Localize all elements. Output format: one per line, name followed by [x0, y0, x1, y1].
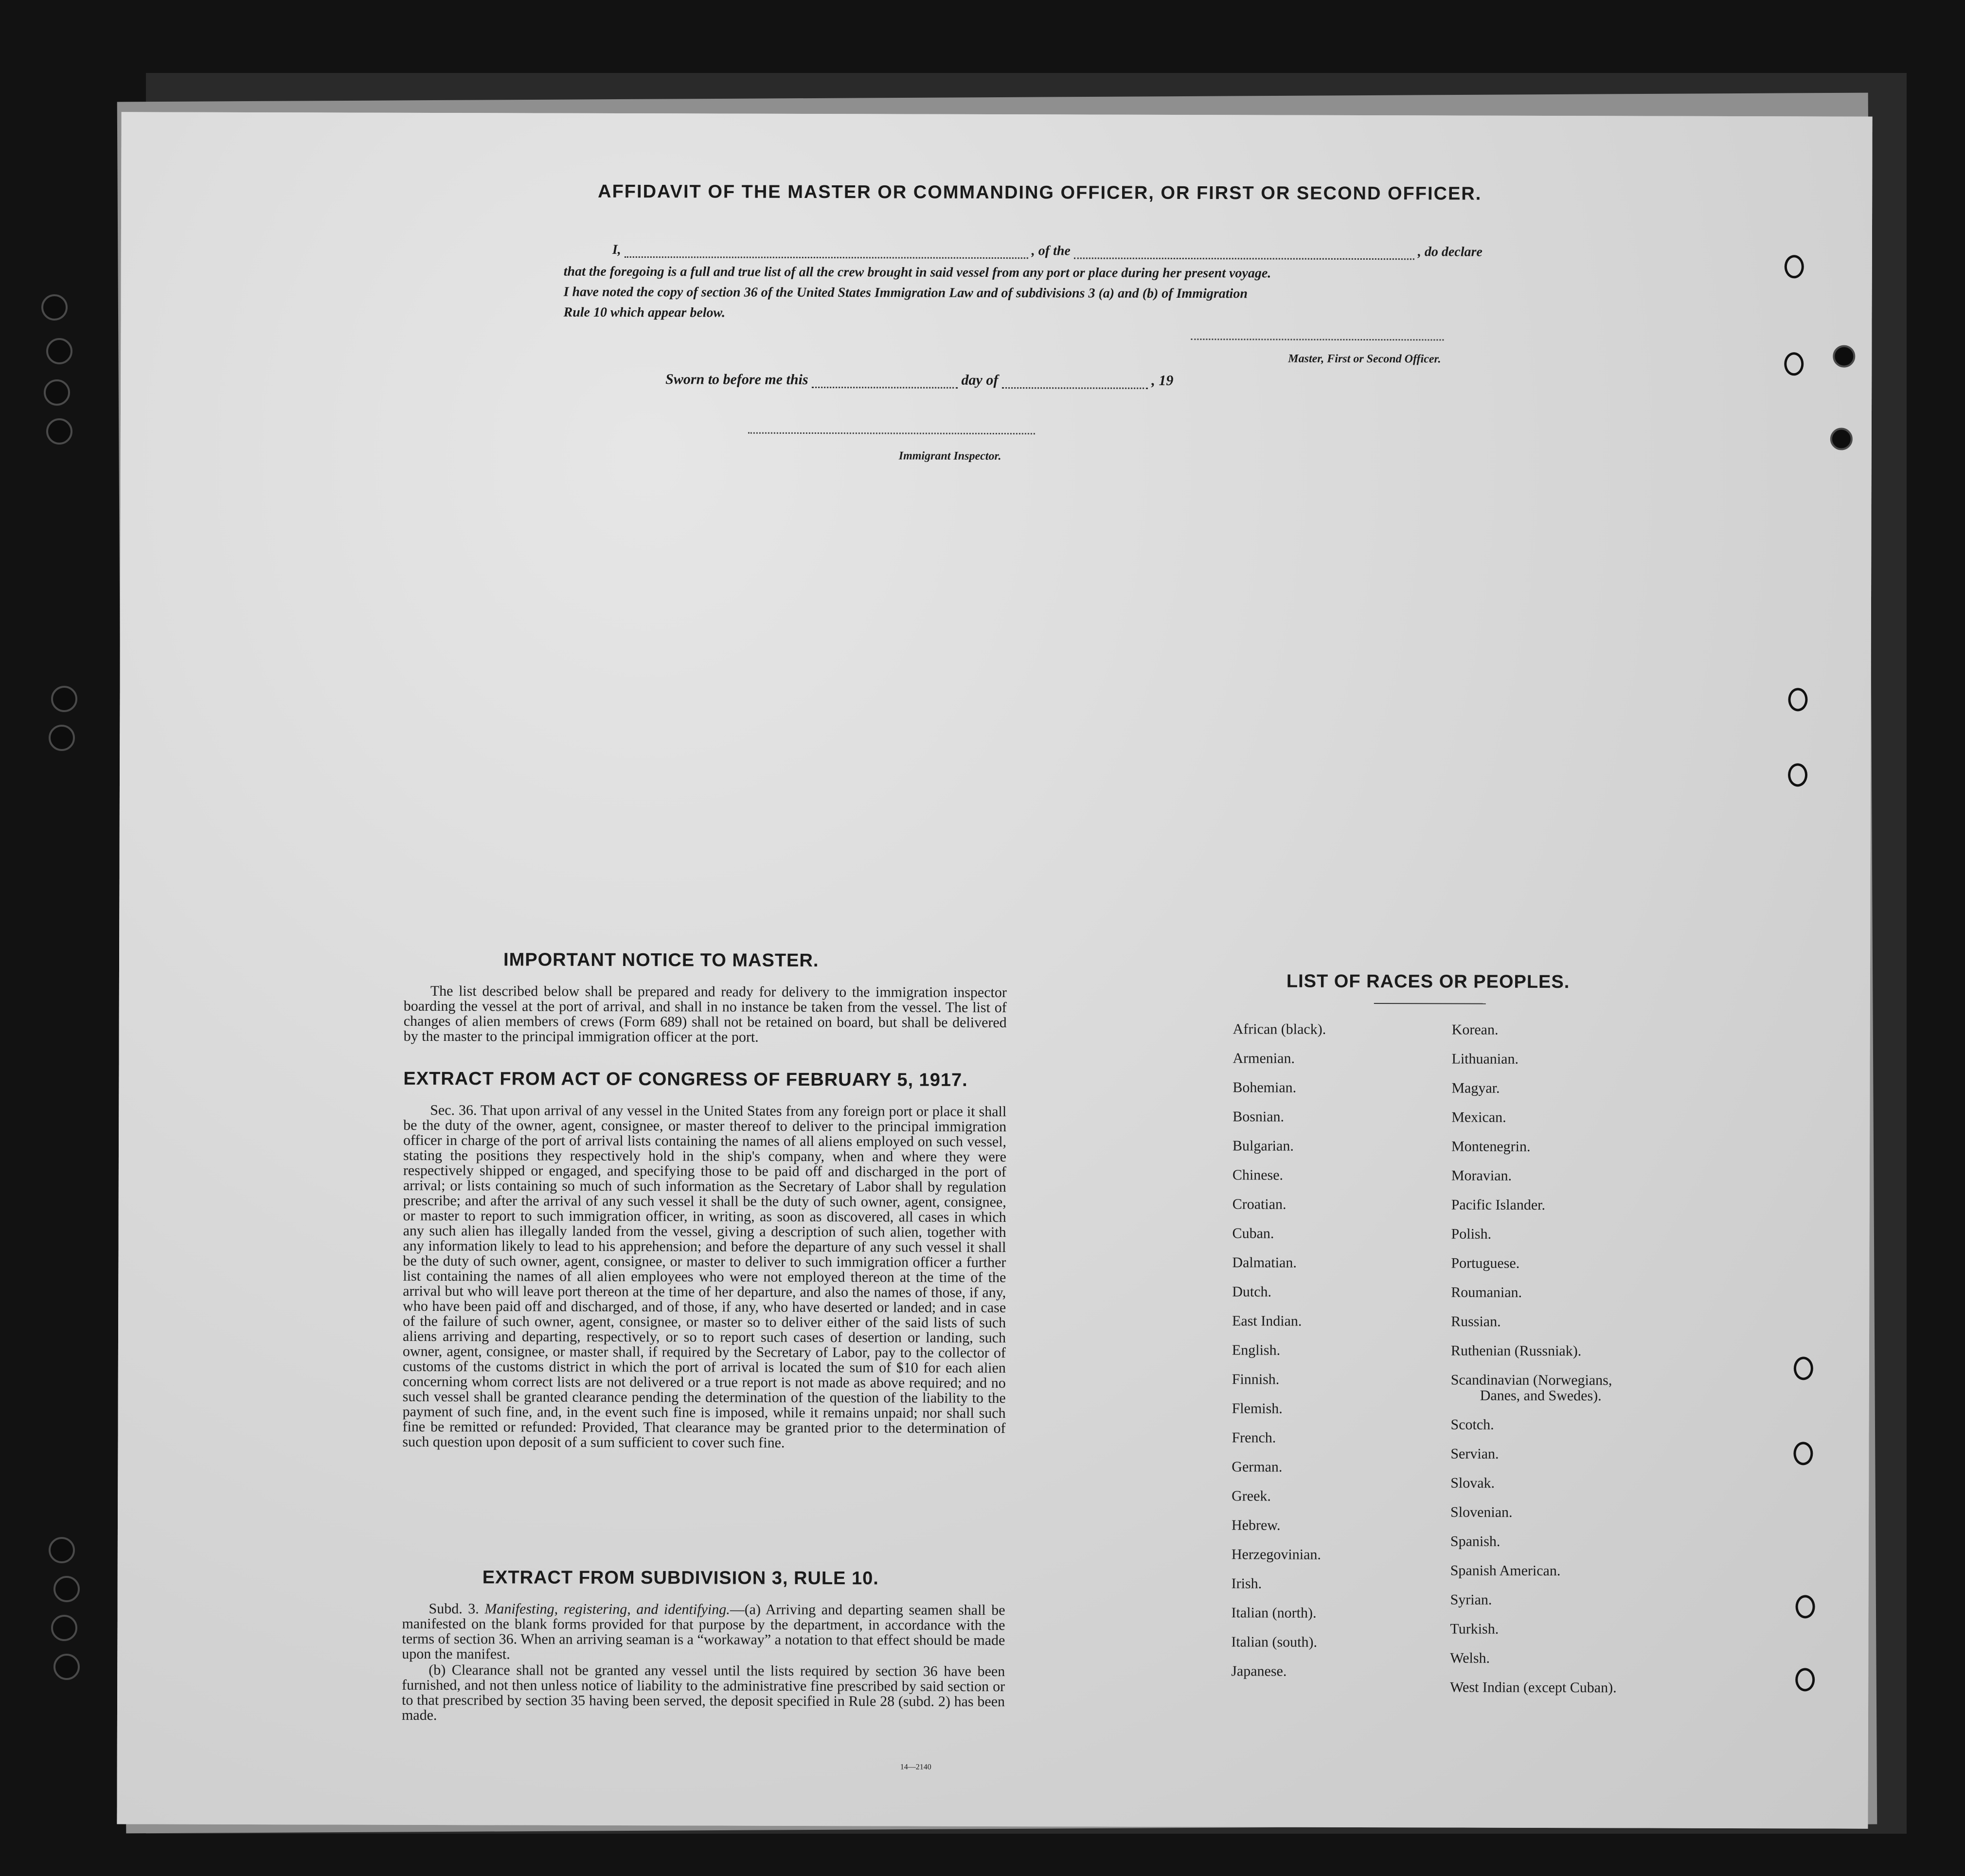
form-number: 14—2140 — [900, 1763, 931, 1771]
race-item: Herzegovinian. — [1231, 1546, 1321, 1563]
race-item: Turkish. — [1450, 1621, 1499, 1637]
race-item: Slovak. — [1450, 1475, 1495, 1491]
ring-hole — [1785, 255, 1804, 278]
ring-hole — [1784, 352, 1804, 375]
act-extract-title: EXTRACT FROM ACT OF CONGRESS OF FEBRUARY 5, 1917. — [403, 1068, 968, 1090]
race-item: Pacific Islander. — [1451, 1197, 1546, 1213]
race-item: Korean. — [1451, 1021, 1499, 1038]
binder-hole — [1830, 428, 1853, 450]
binder-hole — [46, 418, 72, 445]
sworn-year-prefix: , 19 — [1151, 372, 1174, 389]
race-item: Roumanian. — [1451, 1284, 1522, 1301]
affidavit-line-2: that the foregoing is a full and true list of all the crew brought in said vessel from any port or place during her present voyage. — [563, 264, 1271, 281]
race-item: Spanish. — [1450, 1533, 1501, 1550]
race-item: Finnish. — [1232, 1371, 1280, 1388]
master-signature-label: Master, First or Second Officer. — [1288, 352, 1441, 366]
declarant-vessel-prefix: , of the — [1031, 243, 1071, 259]
race-item: Scandinavian (Norwegians, — [1450, 1372, 1612, 1389]
race-item: Montenegrin. — [1451, 1138, 1531, 1155]
rule-subd-label: Subd. 3. — [429, 1600, 479, 1617]
race-item: Hebrew. — [1231, 1517, 1281, 1534]
race-item: Magyar. — [1451, 1080, 1500, 1096]
race-item: French. — [1232, 1429, 1276, 1446]
rule-extract-title: EXTRACT FROM SUBDIVISION 3, RULE 10. — [482, 1567, 879, 1589]
act-section-label: Sec. 36. — [430, 1102, 477, 1119]
binder-hole — [41, 294, 68, 321]
sworn-month-field[interactable] — [1002, 387, 1148, 389]
sworn-month-prefix: day of — [961, 372, 999, 389]
race-item: Flemish. — [1232, 1400, 1283, 1417]
rule-para-a: —(a) Arriving and departing seamen shall be manifested on the blank forms provided for that purpose by the department, in accordance with the terms of section 36. When an arriving seaman is a “workaway” a notation to that effect should be made upon the manifest. — [402, 1601, 1005, 1662]
ring-hole — [1794, 1357, 1813, 1380]
rule-extract-body — [402, 1601, 1005, 1725]
race-item: Japanese. — [1231, 1663, 1287, 1679]
binder-hole — [54, 1654, 80, 1680]
race-item: Moravian. — [1451, 1167, 1512, 1184]
notice-text: The list described below shall be prepared and ready for delivery to the immigration inspector boarding the vessel at the port of arrival, and shall in no instance be taken from the vessel. The list of changes of alien members of crews (Form 689) shall not be retained on board, but shall be delivered by the master to the principal immigration officer at the port. — [403, 983, 1007, 1045]
race-item: Irish. — [1231, 1575, 1262, 1592]
race-item: Cuban. — [1232, 1225, 1274, 1242]
binder-hole — [54, 1576, 80, 1602]
act-extract-body — [402, 1103, 1006, 1452]
rule-para-b: (b) Clearance shall not be granted any vessel until the lists required by section 36 have been furnished, and not then unless notice of liability to the administrative fine prescribed by said section or to that prescribed by section 35 having been served, the deposit specified in Rule 28 (subd. 2) has been made. — [401, 1662, 1005, 1724]
race-item: African (black). — [1233, 1021, 1326, 1037]
race-item: Ruthenian (Russniak). — [1450, 1342, 1582, 1359]
races-left-column — [1231, 1015, 1326, 1686]
affidavit-line-3: I have noted the copy of section 36 of the United States Immigration Law and of subdivisions 3 (a) and (b) of Immigration — [563, 284, 1248, 302]
binder-hole — [49, 1537, 75, 1563]
race-item: Servian. — [1450, 1446, 1499, 1462]
race-item: German. — [1232, 1459, 1283, 1475]
race-item: Italian (south). — [1231, 1634, 1318, 1650]
race-item: Dutch. — [1232, 1284, 1272, 1300]
race-item: Slovenian. — [1450, 1504, 1513, 1520]
declarant-prefix: I, — [612, 242, 621, 257]
race-item: Mexican. — [1451, 1109, 1506, 1126]
ring-hole — [1795, 1668, 1815, 1691]
race-item: Polish. — [1451, 1226, 1492, 1242]
race-item: Bohemian. — [1233, 1079, 1297, 1096]
sworn-prefix: Sworn to before me this — [665, 371, 808, 388]
declarant-suffix: , do declare — [1417, 244, 1483, 260]
ring-hole — [1788, 763, 1807, 786]
race-item: Italian (north). — [1231, 1605, 1317, 1621]
race-item: Spanish American. — [1450, 1562, 1561, 1579]
binder-hole — [46, 338, 72, 364]
race-item: Bosnian. — [1233, 1108, 1285, 1125]
race-item: West Indian (except Cuban). — [1450, 1679, 1617, 1696]
race-item: Danes, and Swedes). — [1480, 1387, 1602, 1404]
binder-hole — [51, 1615, 77, 1641]
races-title: LIST OF RACES OR PEOPLES. — [1286, 971, 1570, 993]
rule-subd-heading: Manifesting, registering, and identifying. — [484, 1601, 730, 1618]
binder-hole — [51, 686, 77, 712]
affidavit-line-4: Rule 10 which appear below. — [563, 304, 726, 321]
race-item: East Indian. — [1232, 1313, 1302, 1329]
notice-title: IMPORTANT NOTICE TO MASTER. — [503, 949, 819, 971]
ring-hole — [1788, 688, 1807, 711]
declarant-name-field[interactable] — [625, 256, 1028, 259]
race-item: English. — [1232, 1342, 1281, 1358]
race-item: Greek. — [1232, 1488, 1271, 1504]
race-item: Croatian. — [1232, 1196, 1286, 1213]
race-item: Portuguese. — [1451, 1255, 1520, 1271]
inspector-label: Immigrant Inspector. — [898, 449, 1001, 463]
races-right-column — [1450, 1015, 1618, 1702]
act-section-text: That upon arrival of any vessel in the United States from any foreign port or place it shall be the duty of the owner, agent, consignee, or master thereof to deliver to the principal immigration officer in charge of the port of arrival lists containing the names of all aliens employed on such vessel, stating the positions they respectively hold in the ship's company, when and where they were respectively shipped or engaged, and specifying those to be paid off and discharged in the port of arrival; or lists containing so much of such information as the Secretary of Labor shall by regulation prescribe; and after the arrival of any such vessel it shall be the duty of such owner, agent, consignee, or master to report to such immigration officer, in writing, as soon as discovered, all cases in which any such alien has illegally landed from the vessel, giving a description of such alien, together with any information likely to lead to his apprehension; and before the departure of any such vessel it shall be the duty of such owner, agent, consignee, or master to deliver to such immigration officer a further list containing the names of all alien employees who were not employed thereon at the time of the arrival but who will leave port thereon at the time of her departure, and also the names of those, if any, who have been paid off and discharged, and of those, if any, who have deserted or landed; and in case of the failure of such owner, agent, consignee, or master so to deliver either of the said lists of such aliens arriving and departing, respectively, or so to report such cases of desertion or landing, such owner, agent, consignee, or master shall, if required by the Secretary of Labor, pay to the collector of customs of the customs district in which the port of arrival is located the sum of $10 for each alien concerning whom correct lists are not delivered or a true report is not made as above required; and no such vessel shall be granted clearance pending the determination of the question of the liability to the payment of such fine, and, in the event such fine is imposed, while it remains unpaid; nor shall such fine be remitted or refunded: Provided, That clearance may be granted prior to the determination of such question upon deposit of a sum sufficient to cover such fine. — [402, 1102, 1007, 1451]
race-item: Lithuanian. — [1451, 1051, 1519, 1067]
inspector-signature-line[interactable] — [748, 432, 1035, 435]
race-item: Bulgarian. — [1233, 1138, 1294, 1154]
sworn-line — [665, 371, 1173, 389]
binder-hole — [1833, 345, 1855, 368]
binder-hole — [49, 725, 75, 751]
affidavit-page — [117, 112, 1872, 1828]
sworn-day-field[interactable] — [812, 387, 958, 389]
ring-hole — [1793, 1442, 1813, 1465]
vessel-name-field[interactable] — [1074, 257, 1414, 260]
notice-paragraph — [404, 983, 1007, 1046]
race-item: Syrian. — [1450, 1591, 1492, 1608]
ring-hole — [1796, 1595, 1815, 1618]
race-item: Dalmatian. — [1232, 1254, 1297, 1271]
race-item: Welsh. — [1450, 1650, 1490, 1666]
race-item: Chinese. — [1232, 1167, 1284, 1183]
affidavit-title: AFFIDAVIT OF THE MASTER OR COMMANDING OFFICER, OR FIRST OR SECOND OFFICER. — [598, 181, 1482, 204]
race-item: Scotch. — [1450, 1416, 1494, 1433]
master-signature-line[interactable] — [1191, 339, 1444, 340]
race-item: Armenian. — [1233, 1050, 1295, 1067]
races-title-rule — [1374, 1003, 1486, 1004]
declarant-line — [612, 242, 1483, 260]
race-item: Russian. — [1451, 1313, 1501, 1330]
binder-hole — [44, 379, 70, 406]
